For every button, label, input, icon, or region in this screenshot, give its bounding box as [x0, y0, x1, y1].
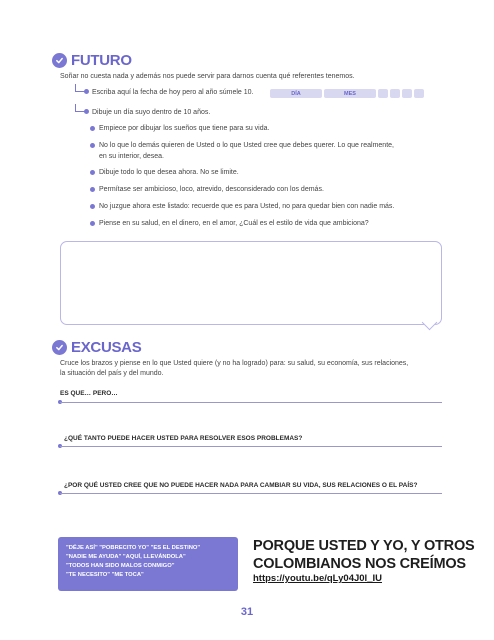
quote-line: COLOMBIANOS NOS CREÍMOS	[253, 556, 466, 572]
excuse-line: "TODOS HAN SIDO MALOS CONMIGO"	[66, 563, 175, 569]
date-field-year-digit[interactable]	[402, 89, 412, 98]
excuse-line: "DÉJE ASÍ" "POBRECITO YO" "ES EL DESTINO"	[66, 545, 201, 551]
section-title-excusas: EXCUSAS	[71, 339, 142, 356]
bullet-dot	[90, 170, 95, 175]
bullet-dot	[84, 109, 89, 114]
check-circle-icon	[52, 53, 67, 68]
video-link[interactable]: https://youtu.be/qLy04J0l_IU	[253, 573, 382, 584]
bullet-dot	[90, 204, 95, 209]
question-label: ES QUE… PERO…	[60, 390, 118, 397]
date-field-year-digit[interactable]	[390, 89, 400, 98]
date-field-year-digit[interactable]	[378, 89, 388, 98]
list-item: Piense en su salud, en el dinero, en el amor, ¿Cuál es el estilo de vida que ambiciona?	[99, 220, 369, 227]
quote-line: PORQUE USTED Y YO, Y OTROS	[253, 538, 475, 554]
list-item: No lo que lo demás quieren de Usted o lo que Usted cree que debes querer. Lo que realmente,	[99, 142, 394, 149]
section-title-futuro: FUTURO	[71, 52, 132, 69]
excuse-line: "NADIE ME AYUDA" "AQUÍ, LLEVÁNDOLA"	[66, 554, 186, 560]
bullet-dot	[90, 187, 95, 192]
bullet-dot	[84, 89, 89, 94]
excusas-intro: Cruce los brazos y piense en lo que Usted quiere (y no ha logrado) para: su salud, su economía, sus relaciones,	[60, 360, 409, 367]
list-item: Dibuje todo lo que desea ahora. No se limite.	[99, 169, 239, 176]
date-field-month[interactable]: MES	[324, 89, 376, 98]
date-field-year-digit[interactable]	[414, 89, 424, 98]
list-item-continuation: en su interior, desea.	[99, 153, 164, 160]
check-circle-icon	[52, 340, 67, 355]
list-item: No juzgue ahora este listado: recuerde que es para Usted, no para quedar bien con nadie más.	[99, 203, 395, 210]
page-number: 31	[240, 606, 254, 618]
futuro-intro: Soñar no cuesta nada y además nos puede servir para darnos cuenta qué referentes tenemos.	[60, 73, 355, 80]
date-field-day[interactable]: DÍA	[270, 89, 322, 98]
question-label: ¿POR QUÉ USTED CREE QUE NO PUEDE HACER NADA PARA CAMBIAR SU VIDA, SUS RELACIONES O EL PAÍS?	[64, 482, 418, 489]
callout-tail	[228, 542, 237, 554]
draw-instruction: Dibuje un día suyo dentro de 10 años.	[92, 109, 211, 116]
answer-line[interactable]	[60, 446, 442, 447]
excusas-intro-continuation: la situación del país y del mundo.	[60, 370, 164, 377]
answer-line[interactable]	[60, 493, 442, 494]
bullet-dot	[90, 143, 95, 148]
answer-line[interactable]	[60, 402, 442, 403]
question-label: ¿QUÉ TANTO PUEDE HACER USTED PARA RESOLVER ESOS PROBLEMAS?	[64, 435, 303, 442]
bullet-dot	[90, 221, 95, 226]
date-instruction: Escriba aquí la fecha de hoy pero al año súmele 10.	[92, 89, 254, 96]
excuse-line: "TE NECESITO" "ME TOCA"	[66, 572, 144, 578]
bullet-dot	[90, 126, 95, 131]
list-item: Empiece por dibujar los sueños que tiene para su vida.	[99, 125, 270, 132]
drawing-area[interactable]	[60, 241, 442, 325]
list-item: Permítase ser ambicioso, loco, atrevido, desconsiderado con los demás.	[99, 186, 324, 193]
